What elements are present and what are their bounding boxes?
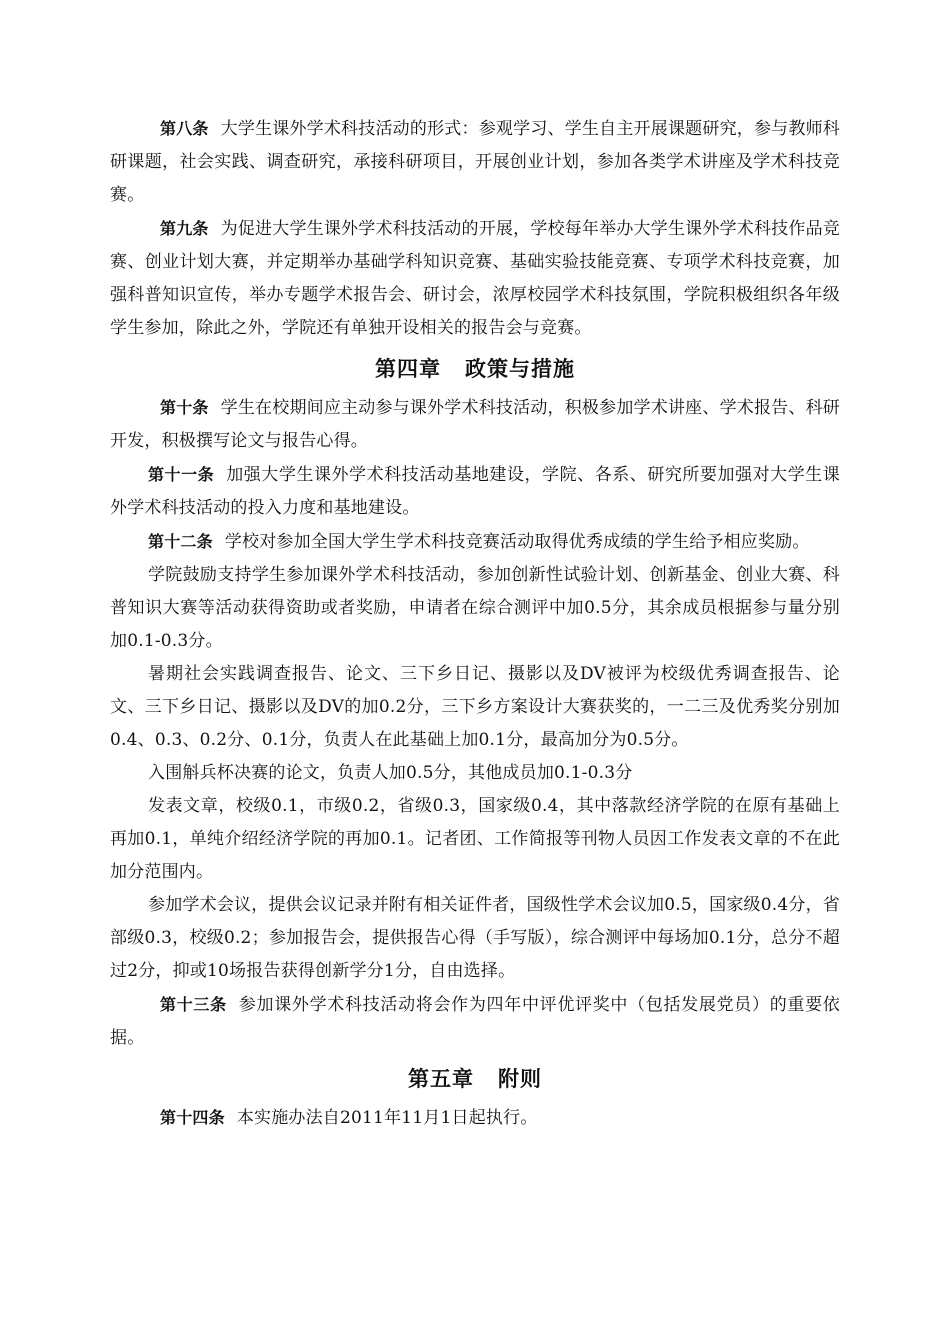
chapter-number: 第四章 <box>375 357 441 381</box>
article-label: 第九条 <box>160 219 209 238</box>
chapter-title: 附则 <box>498 1067 542 1091</box>
chapter-number: 第五章 <box>408 1067 474 1091</box>
article-text: 学生在校期间应主动参与课外学术科技活动，积极参加学术讲座、学术报告、科研开发，积极撰写论文与报告心得。 <box>110 398 840 451</box>
article-label: 第十二条 <box>148 532 213 551</box>
article-12 <box>110 525 840 559</box>
chapter-heading-4 <box>110 351 840 387</box>
article-text: 为促进大学生课外学术科技活动的开展，学校每年举办大学生课外学术科技作品竞赛、创业计划大赛，并定期举办基础学科知识竞赛、基础实验技能竞赛、专项学术科技竞赛，加强科普知识宣传，举办专题学术报告会、研讨会，浓厚校园学术科技氛围，学院积极组织各年级学生参加，除此之外，学院还有单独开设相关的报告会与竞赛。 <box>110 219 840 338</box>
paragraph-hubing-cup: 入围斛兵杯决赛的论文，负责人加0.5分，其他成员加0.1-0.3分 <box>148 763 633 783</box>
article-label: 第八条 <box>160 119 209 138</box>
article-text: 加强大学生课外学术科技活动基地建设，学院、各系、研究所要加强对大学生课外学术科技活动的投入力度和基地建设。 <box>110 465 841 518</box>
article-14 <box>110 1101 840 1135</box>
article-11 <box>110 458 840 525</box>
article-label: 第十一条 <box>148 465 215 484</box>
article-13 <box>110 988 840 1055</box>
article-label: 第十四条 <box>160 1108 225 1127</box>
article-text: 大学生课外学术科技活动的形式：参观学习、学生自主开展课题研究，参与教师科研课题，社会实践、调查研究，承接科研项目，开展创业计划，参加各类学术讲座及学术科技竞赛。 <box>110 119 840 205</box>
paragraph-summer-practice: 暑期社会实践调查报告、论文、三下乡日记、摄影以及DV被评为校级优秀调查报告、论文、三下乡日记、摄影以及DV的加0.2分，三下乡方案设计大赛获奖的，一二三及优秀奖分别加0.4、0.3、0.2分、0.1分，负责人在此基础上加0.1分，最高加分为0.5分。 <box>110 664 840 750</box>
article-8 <box>110 112 840 212</box>
paragraph-publications: 发表文章，校级0.1，市级0.2，省级0.3，国家级0.4，其中落款经济学院的在原有基础上再加0.1，单纯介绍经济学院的再加0.1。记者团、工作简报等刊物人员因工作发表文章的不在此加分范围内。 <box>110 796 840 882</box>
paragraph-conferences: 参加学术会议，提供会议记录并附有相关证件者，国级性学术会议加0.5，国家级0.4分，省部级0.3，校级0.2；参加报告会，提供报告心得（手写版），综合测评中每场加0.1分，总分不超过2分，抑或10场报告获得创新学分1分，自由选择。 <box>110 895 840 981</box>
paragraph-innovation-bonus: 学院鼓励支持学生参加课外学术科技活动，参加创新性试验计划、创新基金、创业大赛、科普知识大赛等活动获得资助或者奖励，申请者在综合测评中加0.5分，其余成员根据参与量分别加0.1-0.3分。 <box>110 565 840 651</box>
article-text: 本实施办法自2011年11月1日起执行。 <box>236 1108 538 1128</box>
article-9 <box>110 212 840 345</box>
chapter-title: 政策与措施 <box>465 357 575 381</box>
chapter-heading-5 <box>110 1061 840 1097</box>
article-label: 第十三条 <box>160 995 227 1014</box>
article-text: 参加课外学术科技活动将会作为四年中评优评奖中（包括发展党员）的重要依据。 <box>110 995 840 1048</box>
article-10 <box>110 391 840 458</box>
article-label: 第十条 <box>160 398 209 417</box>
article-text: 学校对参加全国大学生学术科技竞赛活动取得优秀成绩的学生给予相应奖励。 <box>224 532 810 552</box>
